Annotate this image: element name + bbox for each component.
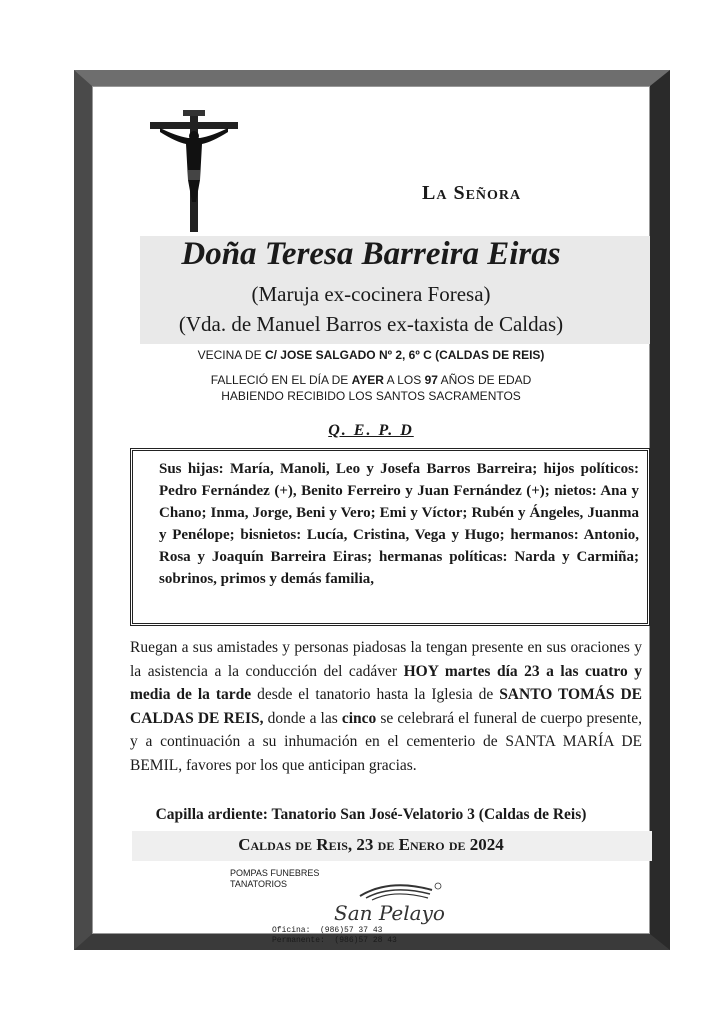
family-box: Sus hijas: María, Manoli, Leo y Josefa Barros Barreira; hijos políticos: Pedro Fernández (+), Benito Ferreiro y Juan Fernández (+); nietos: Ana y Chano; Inma, Jorge, Beni y Vero; Emi y Víctor; Rubén y Ángeles, Juanma y Penélope; bisnietos: Lucía, Cristina, Vega y Hugo; hermanos: Antonio, Rosa y Joaquín Barreira Eiras; hermanas políticas: Narda y Carmiña; sobrinos, primos y demás familia, (130, 448, 650, 626)
deceased-name: Doña Teresa Barreira Eiras (181, 236, 561, 272)
death-when: AYER (351, 373, 384, 387)
crucifix-icon (150, 110, 238, 234)
ruegan-text-1: Ruegan a sus amistades y personas piadosas la tengan presente en sus oraciones y la asistencia a la conducción del cadáver (130, 639, 642, 680)
office-phone: Oficina: (986)57 37 43 (272, 926, 383, 935)
ruegan-bold-1: HOY martes día 23 a las cuatro y media de la tarde (130, 662, 642, 703)
death-age: 97 (424, 373, 438, 387)
ruegan-bold-2: SANTO TOMÁS DE CALDAS DE REIS, (130, 686, 642, 727)
address-line (92, 348, 650, 362)
san-pelayo-logo (320, 876, 450, 926)
nickname-line: (Maruja ex-cocinera Foresa) (251, 282, 491, 306)
widow-line: (Vda. de Manuel Barros ex-taxista de Caldas) (178, 312, 564, 336)
ruegan-paragraph (130, 636, 642, 777)
obituary-frame (74, 70, 670, 950)
death-part1: FALLECIÓ EN EL DÍA DE (210, 373, 352, 387)
funeral-home-line1: POMPAS FUNEBRES (230, 868, 320, 878)
address-prefix: VECINA DE (197, 348, 265, 362)
ruegan-text-4: se celebrará el funeral de cuerpo presente, y a continuación a su inhumación en el cementerio de SANTA MARÍA DE BEMIL, favores por los que anticipan gracias. (130, 709, 642, 774)
ruegan-text-3: donde a las (263, 709, 342, 727)
capilla-line: Capilla ardiente: Tanatorio San José-Velatorio 3 (Caldas de Reis) (155, 806, 587, 823)
funeral-home-line2: TANATORIOS (230, 879, 288, 889)
logo-text: San Pelayo (334, 901, 445, 925)
phone-numbers (272, 926, 397, 946)
sacraments-line: HABIENDO RECIBIDO LOS SANTOS SACRAMENTOS (221, 389, 521, 403)
death-line (92, 373, 650, 387)
heading: La Señora (422, 182, 522, 204)
permanent-phone: Permanente: (986)57 28 43 (272, 936, 397, 945)
date-line: Caldas de Reis, 23 de Enero de 2024 (238, 835, 504, 854)
funeral-home-text (230, 868, 319, 890)
ruegan-bold-3: cinco (341, 709, 377, 727)
address-value: C/ JOSE SALGADO Nº 2, 6º C (CALDAS DE REIS) (264, 348, 545, 362)
death-part2: A LOS (383, 373, 425, 387)
qepd-mark: Q. E. P. D (328, 422, 414, 439)
ruegan-text-2: desde el tanatorio hasta la Iglesia de (251, 686, 500, 703)
death-part3: AÑOS DE EDAD (437, 373, 532, 387)
